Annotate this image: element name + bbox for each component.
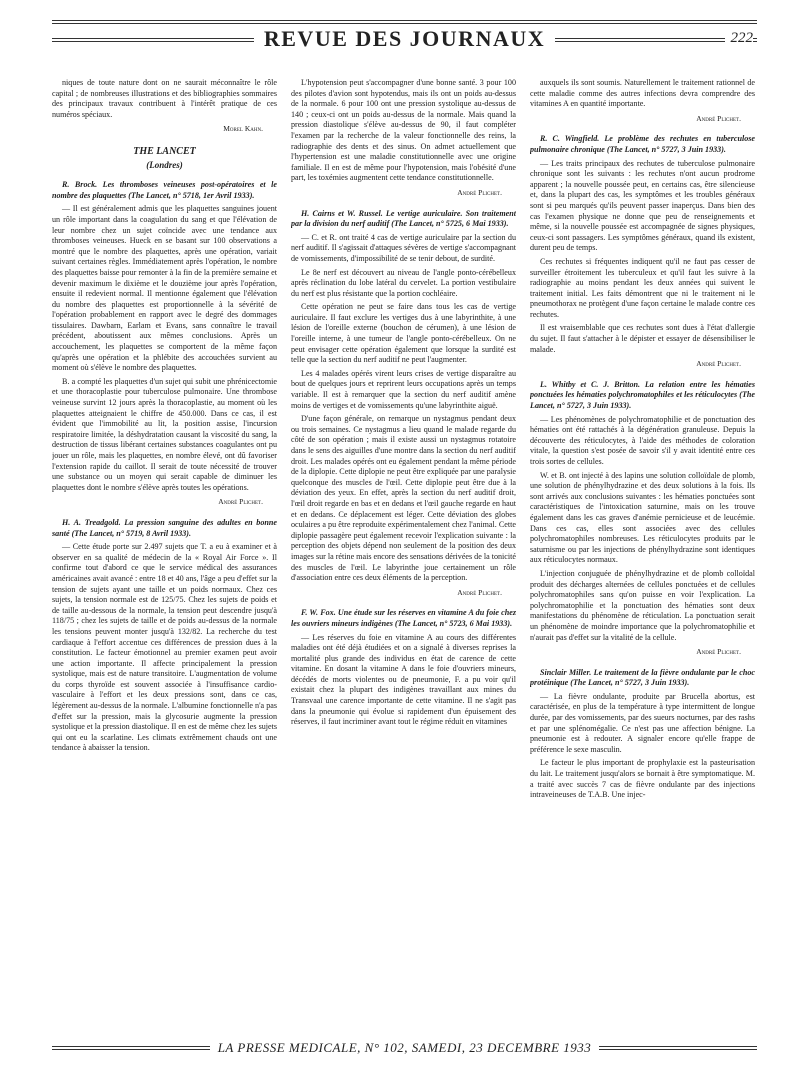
article-heading: H. A. Treadgold. La pression sanguine des adultes en bonne santé (The Lancet, n° 5719, 8 Avril 1933). bbox=[52, 517, 277, 538]
page-header bbox=[52, 14, 757, 62]
footer-text-label: LA PRESSE MEDICALE, N° 102, SAMEDI, 23 DECEMBRE 1933 bbox=[210, 1040, 600, 1055]
signature: André Plichet. bbox=[696, 647, 741, 657]
header-rule-top bbox=[52, 20, 757, 21]
article-heading: H. Cairns et W. Russel. Le vertige auriculaire. Son traitement par la division du nerf auditif (The Lancet, n° 5725, 6 Mai 1933). bbox=[291, 208, 516, 229]
article-heading: Sinclair Miller. Le traitement de la fièvre ondulante par le choc protéinique (The Lancet, n° 5727, 3 Juin 1933). bbox=[530, 667, 755, 688]
journal-title: THE LANCET bbox=[133, 145, 196, 157]
article-paragraph: Les 4 malades opérés virent leurs crises de vertige disparaître au bout de quelques jours et reprirent leurs occupations après un temps variable. Il est à remarquer que la section du nerf auditif amène moins de vertiges et de vomissements qu'une labyrinthite aiguë. bbox=[291, 368, 516, 410]
article-paragraph: L'hypotension peut s'accompagner d'une bonne santé. 3 pour 100 des pilotes d'avion sont hypotendus, mais ils ont un poids au-dessus de la normale. 6 pour 100 ont une pression systolique au-dessus de 140 ; ceux-ci ont un poids au-dessus de la normale. Mais quand la pression diastolique s'élève au-dessus de 90, il faut compléter l'examen par la recherche de la valeur fonctionnelle des reins, la radiographie des dents et des sinus. On admet actuellement que l'hypertension est une maladie constitutionnelle avec une origine familiale. Il en est de même pour l'hypotension, mais l'obésité d'une part, les toxémies augmentent cette tendance constitutionnelle. bbox=[291, 78, 516, 183]
section-title-text: REVUE DES JOURNAUX bbox=[254, 26, 555, 51]
article-paragraph: auxquels ils sont soumis. Naturellement le traitement rationnel de cette maladie comme des autres infections devra comprendre des vitamines A en quantité importante. bbox=[530, 78, 755, 109]
article-heading: R. C. Wingfield. Le problème des rechutes en tuberculose pulmonaire chronique (The Lancet, n° 5727, 3 Juin 1933). bbox=[530, 134, 755, 154]
article-paragraph: B. a compté les plaquettes d'un sujet qui subit une phrénicectomie et une thoracoplastie pour tuberculose pulmonaire. Une thrombose veineuse survint 12 jours après la thoracoplastie, au moment où les plaquettes atteignaient le chiffre de 450.000. Dans ce cas, il est évident que l'immobilité au lit, la position assise, l'incursion respiratoire limitée, la déshydratation causant la viscosité du sang, la destruction de tissus libérant certaines substances coagulantes ont pu jouer un rôle, mais les plaquettes, en nombre élevé, ont dû favoriser l'extension rapide du caillot. Il serait de toute nécessité de trouver une substance ou un moyen qui serait capable de diminuer les plaquettes dont le nombre s'élève après toutes les opérations. bbox=[52, 376, 277, 492]
article-paragraph: D'une façon générale, on remarque un nystagmus pendant deux ou trois semaines. Ce nystagmus a lieu quand le malade regarde du côté de son opération ; mais il existe aussi un nystagmus rotatoire dans le sens des aiguilles d'une montre dans la section du nerf auditif droit. Les malades opérés ont eu également pendant la même période de la diplopie. Cette diplopie ne peut être expliquée par une paralysie quelconque des muscles de l'œil. Cette diplopie peut être due à la déviation des yeux. En effet, après la section du nerf auditif droit, l'œil droit regarde en bas et en dedans et l'œil gauche regarde en haut et en dedans. Ce déplacement est léger. Cette déviation des globes oculaires a pu être reproduite expérimentalement chez l'animal. Cette diplopie passagère peut également recevoir l'explication suivante : la perception des objets dépend non seulement de la position des deux images sur la rétine mais encore des sensations dérivées de la tonicité des muscles de l'œil. Le labyrinthe joue certainement un rôle d'association entre ces deux éléments de la perception. bbox=[291, 414, 516, 583]
article-heading: F. W. Fox. Une étude sur les réserves en vitamine A du foie chez les ouvriers mineurs indigènes (The Lancet, n° 5723, 6 Mai 1933). bbox=[291, 608, 516, 628]
journal-section-title bbox=[52, 26, 757, 52]
article-paragraph: Il est vraisemblable que ces rechutes sont dues à l'état d'allergie du sujet. Il faut s'attacher à le dépister et essayer de désensibiliser le malade. bbox=[530, 323, 755, 354]
article-paragraph: Le facteur le plus important de prophylaxie est la pasteurisation du lait. Le traitement jusqu'alors se bornait à être symptomatique. M. a traité avec succès 7 cas de fièvre ondulante par des injections intraveineuses de T.A.B. Une injec- bbox=[530, 758, 755, 800]
article-paragraph: — Les phénomènes de polychromatophilie et de ponctuation des hématies ont été rattachés à la dégénération granuleuse. Depuis la découverte des réticulocytes, à l'aide des méthodes de coloration vitale, la question s'est posée de savoir s'il y avait identité entre ces trois sortes de cellules. bbox=[530, 414, 755, 466]
header-rule-top-2 bbox=[52, 23, 757, 24]
article-paragraph: W. et B. ont injecté à des lapins une solution colloïdale de plomb, une solution de phénylhydrazine et des deux solutions à la fois. Ils sont arrivés aux conclusions suivantes : les hématies ponctuées sont caractéristiques de l'intoxication saturnine, mais on les trouve également dans les cas graves d'anémie pernicieuse et de leucémie. Dans ces cas, elles sont associées avec des cellules polychromatophiles nombreuses. Les réticulocytes produits par le saturnisme ou par les injections de phénylhydrazine sont identiques aux réticulocytes normaux. bbox=[530, 470, 755, 565]
signature: André Plichet. bbox=[457, 587, 502, 597]
footer-text bbox=[52, 1040, 757, 1056]
signature: André Plichet. bbox=[696, 113, 741, 123]
signature: André Plichet. bbox=[218, 497, 263, 507]
article-heading: L. Whitby et C. J. Britton. La relation entre les hématies ponctuées les hématies polychromatophiles et les réticulocytes (The Lancet, n° 5727, 3 Juin 1933). bbox=[530, 379, 755, 411]
column-1 bbox=[52, 78, 277, 1028]
journal-place: (Londres) bbox=[146, 159, 183, 170]
signature: Morel Kahn. bbox=[223, 124, 263, 134]
column-2 bbox=[291, 78, 516, 1028]
article-paragraph: Cette opération ne peut se faire dans tous les cas de vertige auriculaire. Il faut exclure les vertiges dus à une labyrinthite, à une lésion de l'oreille externe (bouchon de cérumen), à une lésion de l'oreille interne, à une tumeur de l'angle ponto-cérébelleux. On ne peut envisager cette opération également que lorsque la surdité est telle que la section du nerf auditif ne peut l'augmenter. bbox=[291, 302, 516, 365]
article-paragraph: Ces rechutes si fréquentes indiquent qu'il ne faut pas cesser de surveiller étroitement les tuberculeux et qu'il faut les suivre à la radiographie au moins pendant les deux années qui suivent le traitement initial. Les faits démontrent que ni le traitement ni le pneumothorax ne protègent d'une façon certaine le malade contre ces rechutes. bbox=[530, 256, 755, 319]
article-paragraph: — Cette étude porte sur 2.497 sujets que T. a eu à examiner et à observer en sa qualité de médecin de la « Royal Air Force ». Il confirme tout d'abord ce que le service médical des assurances américaines avait avancé : entre 18 et 40 ans, l'âge a peu d'effet sur la tension de sujets ayant une taille et un poids normaux. Chez ces sujets, la tension normale est de 125/75. Chez les sujets de poids et de taille au-dessous de la normale, la tension peut descendre jusqu'à 118/75 ; chez les sujets de taille et de poids au-dessus de la normale les tensions peuvent monter jusqu'à 132/82. La recherche du test cardiaque à l'effort accentue ces différences de pression dues à la constitution. Le facteur émotionnel au premier examen peut avoir une action importante. Il affecte principalement la pression systolique, mais est de nature transitoire. L'augmentation de volume du corps thyroïde est souvent associée à l'insuffisance cardio-vasculaire à l'effort et les deux pressions sont, dans ce cas, légèrement au-dessus de la normale. L'albumine fonctionnelle n'a pas d'effet sur la pression, mais la glycosurie augmente la pression systolique et la pression diastolique. Il en est de même chez les sujets qui ont eu la scarlatine. Les climats extrêmement chauds ont une tendance à abaisser la tension. bbox=[52, 542, 277, 753]
article-paragraph: — La fièvre ondulante, produite par Brucella abortus, est caractérisée, en plus de la température à type intermittent de longue durée, par des vomissements, par des sueurs nocturnes, par des rashs et par une splénomégalie. Ce n'est pas une affection bénigne. La pneumonie est à redouter. A signaler encore qu'elle frappe de préférence le sexe masculin. bbox=[530, 691, 755, 754]
article-paragraph: L'injection conjuguée de phénylhydrazine et de plomb colloïdal produit des décharges alternées de cellules ponctuées et de cellules polychromatophiles sans qu'on puisse en voir l'explication. La polychromatophilie et la ponctuation des hématies sont deux manifestations du phénomène de réticulation. La ponctuation serait un phénomène de moindre importance que la polychromatophilie et n'aurait pas d'effet sur la vitalité de la cellule. bbox=[530, 568, 755, 642]
article-paragraph: — Il est généralement admis que les plaquettes sanguines jouent un rôle important dans la coagulation du sang et que l'élévation de leur nombre chez un sujet coïncide avec une tendance aux thromboses veineuses. Hueck en se basant sur 100 observations a montré que le nombre des plaquettes, après une opération, variait suivant certaines règles. Immédiatement après l'opération, le nombre des plaquettes baisse pour remonter à la fin de la première semaine et devenir maximum le dixième et le douzième jour après l'opération, ensuite il redevient normal. Il mentionne également que l'élévation du nombre des plaquettes est proportionnelle à la sévérité de l'opération probablement en rapport avec le degré des dommages tissulaires. Dawbarn, Earlam et Evans, sans connaître le travail précédent, aboutissent aux mêmes conclusions. Après un accouchement, les plaquettes se comportent de la même façon qu'après une opération et la phlébite des accouchées survient au moment où s'élève le nombre des plaquettes. bbox=[52, 204, 277, 373]
article-paragraph: — Les réserves du foie en vitamine A au cours des différentes maladies ont été déjà étudiées et on a signalé à diverses reprises la mortalité plus grande des individus en état de carence de cette vitamine. En dosant la vitamine A dans le foie d'ouvriers mineurs, décédés de morts violentes ou de pneumonie, F. a pu voir qu'il existait chez la plupart des indigènes travaillant aux mines du Transvaal une carence importante de cette vitamine. Il ne s'agit pas dans la pneumonie qui évolue si rapidement d'un épuisement des réserves, il faut incriminer avant tout le régime réduit en vitamines bbox=[291, 632, 516, 727]
column-3 bbox=[530, 78, 755, 1028]
article-heading: R. Brock. Les thromboses veineuses post-opératoires et le nombre des plaquettes (The Lancet, n° 5718, 1er Avril 1933). bbox=[52, 180, 277, 200]
signature: André Plichet. bbox=[457, 187, 502, 197]
signature: André Plichet. bbox=[696, 359, 741, 369]
article-columns bbox=[52, 78, 757, 1028]
page-number: 222 bbox=[725, 30, 754, 47]
page-footer bbox=[52, 1036, 757, 1056]
intro-paragraph: niques de toute nature dont on ne saurait méconnaître le rôle capital ; de nombreuses illustrations et des bibliographies sommaires des principaux travaux contribuent à l'intérêt pratique de ces numéros spéciaux. bbox=[52, 78, 277, 119]
article-paragraph: — C. et R. ont traité 4 cas de vertige auriculaire par la section du nerf auditif. Il s'agissait d'attaques sévères de vertige s'accompagnant de vomissements, d'impossibilité de se tenir debout, de surdité. bbox=[291, 232, 516, 263]
article-paragraph: — Les traits principaux des rechutes de tuberculose pulmonaire chronique sont les suivants : les rechutes n'ont aucun prodrome apparent ; la nouvelle poussée peut, en certains cas, être silencieuse et, dans la plupart des cas, les symptômes et les troubles généraux sont si peu marqués qu'ils peuvent passer inaperçus. Dans bien des cas l'examen physique ne donne que peu de renseignements et même, si la nouvelle poussée est accompagnée de signes physiques, ceux-ci sont passagers. Les symptômes généraux, quand ils existent, durent peu de temps. bbox=[530, 158, 755, 253]
article-paragraph: Le 8e nerf est découvert au niveau de l'angle ponto-cérébelleux après réclination du lobe latéral du cervelet. La portion vestibulaire du nerf est plus résistante que la portion cochléaire. bbox=[291, 267, 516, 298]
